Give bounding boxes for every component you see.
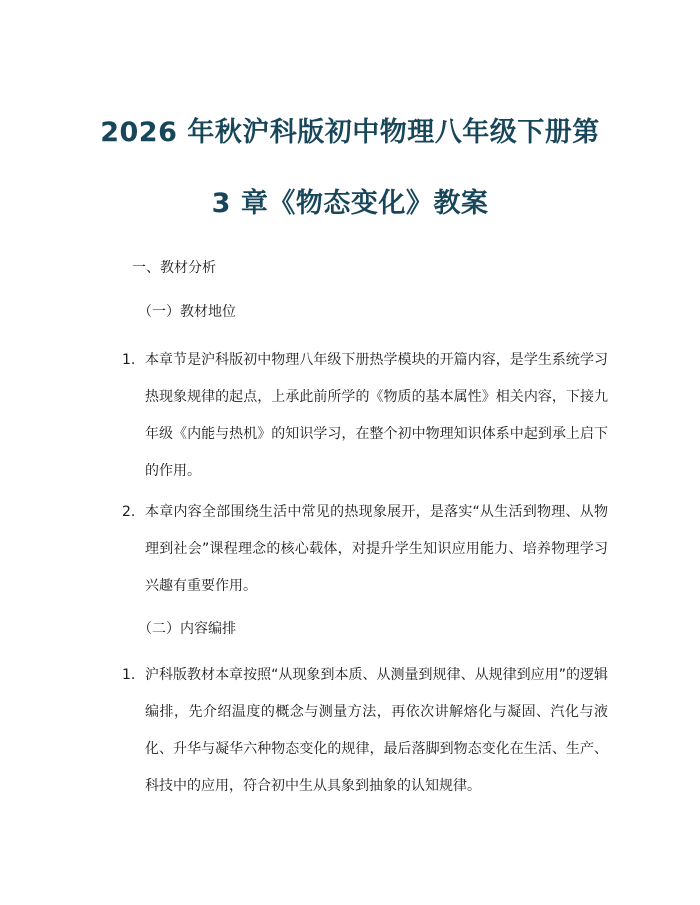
subsection-heading: （二）内容编排 bbox=[138, 621, 236, 637]
list-item-number: 1. bbox=[122, 352, 136, 368]
list-item-text: 本章节是沪科版初中物理八年级下册热学模块的开篇内容，是学生系统学习热现象规律的起点，上承此前所学的《物质的基本属性》相关内容，下接九年级《内能与热机》的知识学习，在整个初中物理知识体系中起到承上启下的作用。 bbox=[145, 352, 608, 479]
section-heading: 一、教材分析 bbox=[132, 260, 216, 276]
list-item-text: 沪科版教材本章按照“从现象到本质、从测量到规律、从规律到应用”的逻辑编排，先介绍温度的概念与测量方法，再依次讲解熔化与凝固、汽化与液化、升华与凝华六种物态变化的规律，最后落脚到物态变化在生活、生产、科技中的应用，符合初中生从具象到抽象的认知规律。 bbox=[145, 667, 608, 794]
subsection-heading: （一）教材地位 bbox=[138, 304, 236, 320]
list-item bbox=[122, 342, 608, 490]
list-item-number: 1. bbox=[122, 667, 136, 683]
list-item bbox=[122, 494, 608, 605]
list-item bbox=[122, 657, 608, 805]
list-item-text: 本章内容全部围绕生活中常见的热现象展开，是落实“从生活到物理、从物理到社会”课程理念的核心载体，对提升学生知识应用能力、培养物理学习兴趣有重要作用。 bbox=[145, 504, 608, 594]
document-title-line-1: 2026 年秋沪科版初中物理八年级下册第 bbox=[100, 117, 600, 148]
list-item-number: 2. bbox=[122, 504, 136, 520]
document-title-line-2: 3 章《物态变化》教案 bbox=[211, 188, 489, 219]
